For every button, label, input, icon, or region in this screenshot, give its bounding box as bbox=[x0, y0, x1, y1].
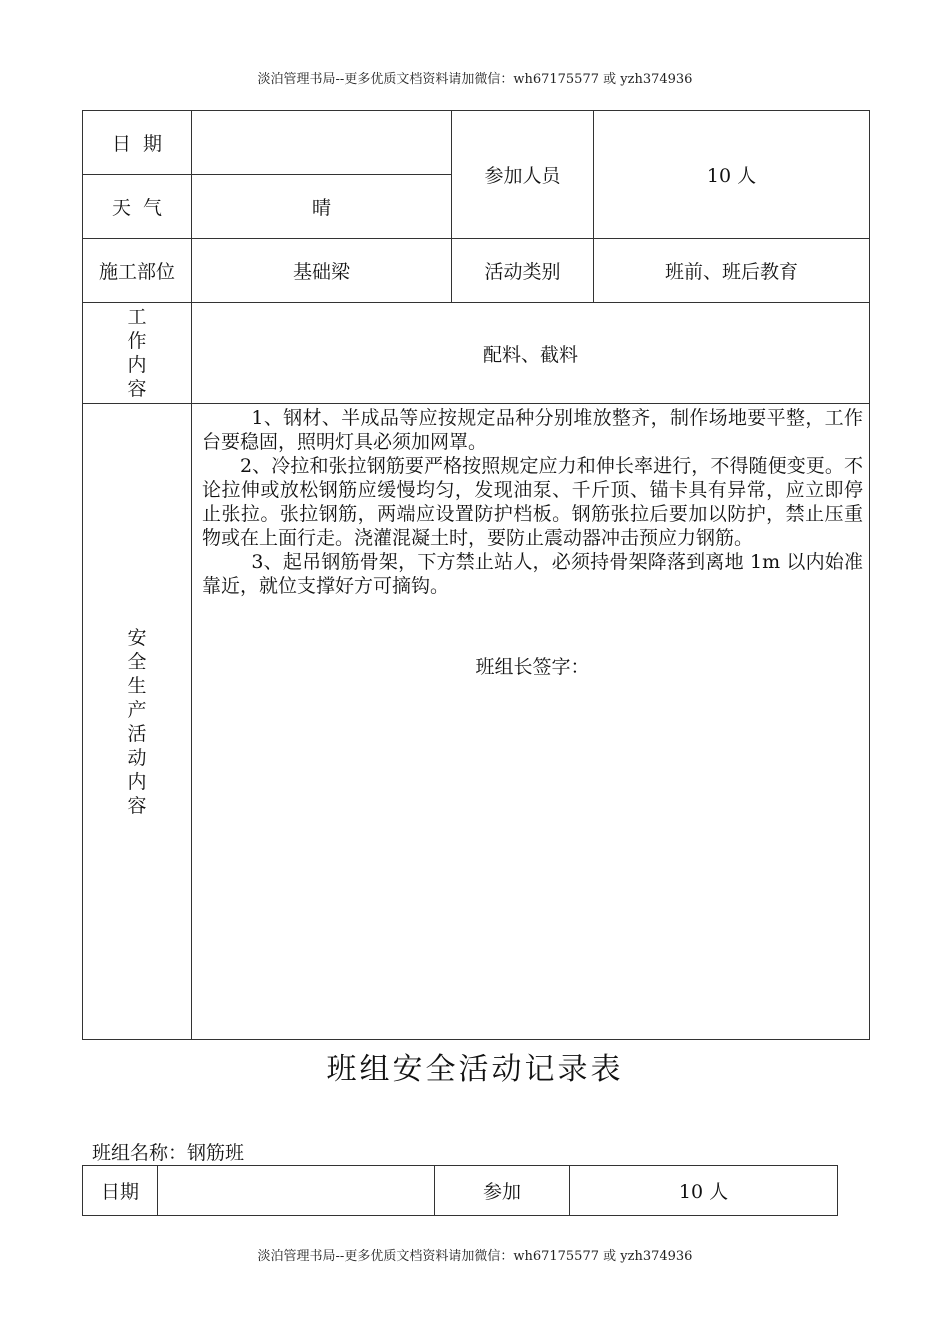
date-value bbox=[192, 111, 452, 175]
participants-value: 10 人 bbox=[594, 111, 870, 239]
date-label: 日 期 bbox=[83, 111, 192, 175]
header-note: 淡泊管理书局--更多优质文档资料请加微信：wh67175577 或 yzh374936 bbox=[257, 72, 693, 87]
date-value-2 bbox=[158, 1166, 435, 1216]
safety-item-2: 2、冷拉和张拉钢筋要严格按照规定应力和伸长率进行，不得随便变更。不论拉伸或放松钢筋应缓慢均匀，发现油泵、千斤顶、锚卡具有异常，应立即停止张拉。张拉钢筋，两端应设置防护档板。钢筋张拉后要加以防护，禁止压重物或在上面行走。浇灌混凝土时，要防止震动器冲击预应力钢筋。 bbox=[202, 455, 863, 549]
activity-type-label: 活动类别 bbox=[452, 239, 594, 303]
participants-label: 参加人员 bbox=[452, 111, 594, 239]
work-content-value: 配料、截料 bbox=[192, 303, 870, 404]
location-label: 施工部位 bbox=[83, 239, 192, 303]
weather-label: 天 气 bbox=[83, 175, 192, 239]
participants-value-2: 10 人 bbox=[570, 1166, 838, 1216]
team-leader-signature: 班组长签字： bbox=[475, 656, 590, 678]
safety-item-1: 1、钢材、半成品等应按规定品种分别堆放整齐，制作场地要平整，工作台要稳固，照明灯具必须加网罩。 bbox=[202, 407, 863, 453]
participants-label-2: 参加 bbox=[435, 1166, 570, 1216]
second-record-table bbox=[82, 1165, 838, 1216]
activity-type-value: 班前、班后教育 bbox=[594, 239, 870, 303]
safety-content-label: 安全生产活动内容 bbox=[83, 404, 192, 1040]
team-name: 班组名称：钢筋班 bbox=[92, 1142, 245, 1164]
weather-value: 晴 bbox=[192, 175, 452, 239]
work-content-label: 工作内容 bbox=[83, 303, 192, 404]
activity-record-table bbox=[82, 110, 870, 1040]
safety-item-3: 3、起吊钢筋骨架，下方禁止站人，必须持骨架降落到离地 1m 以内始准靠近，就位支撑好方可摘钩。 bbox=[202, 551, 863, 597]
date-label-2: 日期 bbox=[83, 1166, 158, 1216]
location-value: 基础梁 bbox=[192, 239, 452, 303]
safety-content-cell bbox=[192, 404, 870, 1040]
footer-note: 淡泊管理书局--更多优质文档资料请加微信：wh67175577 或 yzh374936 bbox=[257, 1249, 693, 1264]
form-title: 班组安全活动记录表 bbox=[326, 1052, 624, 1087]
